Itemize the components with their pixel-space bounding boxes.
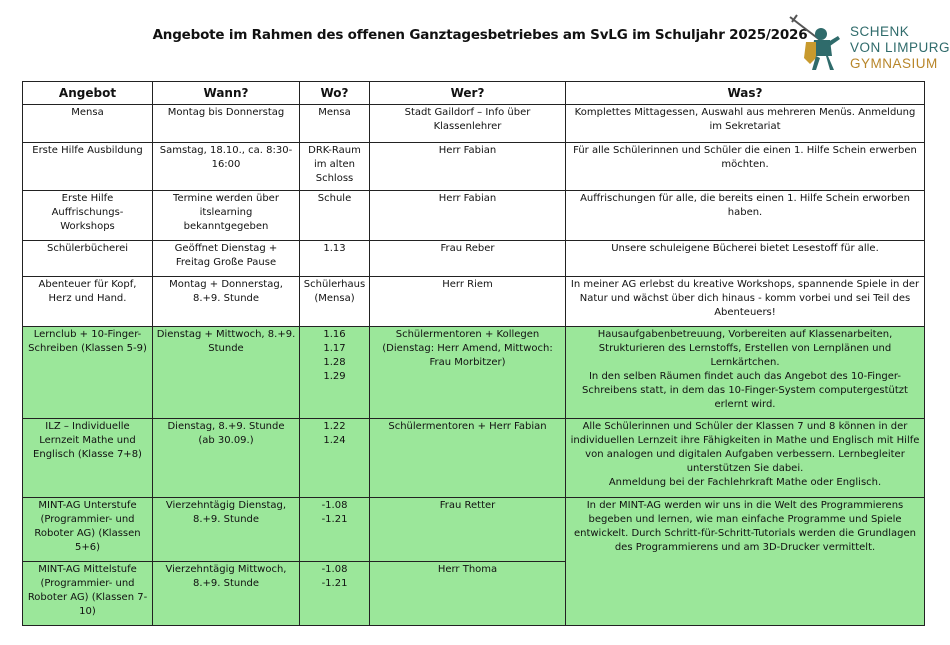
cell-angebot: Mensa [23, 105, 153, 143]
cell-wer: Stadt Gaildorf – Info über Klassenlehrer [370, 105, 566, 143]
cell-wo: Mensa [300, 105, 370, 143]
cell-wann: Vierzehntägig Dienstag, 8.+9. Stunde [153, 498, 300, 562]
cell-wer: Herr Fabian [370, 143, 566, 191]
was-text-2: In den selben Räumen findet auch das Angebot des 10-Finger-Schreibens statt, in dem das 10-Finger-System computergestützt erlernt wird. [582, 371, 908, 410]
cell-wann: Vierzehntägig Mittwoch, 8.+9. Stunde [153, 562, 300, 626]
cell-wo [300, 562, 370, 626]
cell-angebot: ILZ – Individuelle Lernzeit Mathe und Englisch (Klasse 7+8) [23, 419, 153, 498]
room-number: 1.28 [323, 357, 346, 368]
knight-with-sword-icon [786, 12, 848, 74]
header-was: Was? [566, 82, 925, 105]
table-row [23, 143, 925, 191]
room-number: 1.17 [323, 343, 346, 354]
cell-was [566, 419, 925, 498]
table-row [23, 241, 925, 277]
room-number: -1.08 [321, 564, 348, 575]
table-row [23, 498, 925, 562]
table-row [23, 191, 925, 241]
cell-wer: Frau Retter [370, 498, 566, 562]
was-text-2: Anmeldung bei der Fachlehrkraft Mathe oder Englisch. [608, 477, 882, 488]
cell-wann: Termine werden über itslearning bekanntgegeben [153, 191, 300, 241]
room-number: 1.29 [323, 371, 346, 382]
cell-wann: Geöffnet Dienstag + Freitag Große Pause [153, 241, 300, 277]
header-wer: Wer? [370, 82, 566, 105]
cell-wann: Samstag, 18.10., ca. 8:30-16:00 [153, 143, 300, 191]
room-number: 1.24 [323, 435, 346, 446]
cell-was: In meiner AG erlebst du kreative Workshops, spannende Spiele in der Natur und wächst über dich hinaus - komm vorbei und sei Teil des Abenteuers! [566, 277, 925, 327]
offers-table [22, 81, 925, 626]
cell-wo: Schule [300, 191, 370, 241]
room-number: 1.22 [323, 421, 346, 432]
cell-wann [153, 419, 300, 498]
cell-wer: Frau Reber [370, 241, 566, 277]
cell-angebot: Erste Hilfe Ausbildung [23, 143, 153, 191]
room-number: 1.16 [323, 329, 346, 340]
cell-was: Komplettes Mittagessen, Auswahl aus mehreren Menüs. Anmeldung im Sekretariat [566, 105, 925, 143]
room-number: -1.08 [321, 500, 348, 511]
cell-wer: Herr Thoma [370, 562, 566, 626]
room-number: -1.21 [321, 578, 348, 589]
cell-wann: Dienstag + Mittwoch, 8.+9. Stunde [153, 327, 300, 419]
header-wo: Wo? [300, 82, 370, 105]
cell-angebot: Lernclub + 10-Finger-Schreiben (Klassen 5-9) [23, 327, 153, 419]
cell-wo [300, 419, 370, 498]
cell-wer: Herr Fabian [370, 191, 566, 241]
cell-was: Auffrischungen für alle, die bereits einen 1. Hilfe Schein erworben haben. [566, 191, 925, 241]
cell-angebot: Erste Hilfe Auffrischungs-Workshops [23, 191, 153, 241]
page-title: Angebote im Rahmen des offenen Ganztagesbetriebes am SvLG im Schuljahr 2025/2026 [152, 27, 808, 43]
logo-line-2: VON LIMPURG [850, 40, 950, 55]
school-logo [786, 12, 950, 74]
was-text: Hausaufgabenbetreuung, Vorbereiten auf Klassenarbeiten, Strukturieren des Lernstoffs, Erstellen von Lernplänen und Lernkärtchen. [597, 329, 893, 368]
cell-angebot: Abenteuer für Kopf, Herz und Hand. [23, 277, 153, 327]
cell-wer: Schülermentoren + Herr Fabian [370, 419, 566, 498]
wann-text: Dienstag, 8.+9. Stunde [167, 421, 285, 432]
header-angebot: Angebot [23, 82, 153, 105]
was-text: Alle Schülerinnen und Schüler der Klassen 7 und 8 können in der individuellen Lernzeit ihre Fähigkeiten in Mathe und Englisch mit Hilfe von analogen und digitalen Aufgaben verbessern. Lernbegleiter unterstützen Sie dabei. [570, 421, 920, 474]
cell-wer: Schülermentoren + Kollegen (Dienstag: Herr Amend, Mittwoch: Frau Morbitzer) [370, 327, 566, 419]
table-row [23, 277, 925, 327]
header-wann: Wann? [153, 82, 300, 105]
cell-angebot: MINT-AG Unterstufe (Programmier- und Roboter AG) (Klassen 5+6) [23, 498, 153, 562]
table-row [23, 327, 925, 419]
room-number: -1.21 [321, 514, 348, 525]
wann-text-2: (ab 30.09.) [198, 435, 254, 446]
logo-line-3: GYMNASIUM [850, 56, 938, 71]
cell-wo [300, 327, 370, 419]
table-header-row [23, 82, 925, 105]
cell-was: In der MINT-AG werden wir uns in die Welt des Programmierens begeben und lernen, wie man einfache Programme und Spiele entwickelt. Durch Schritt-für-Schritt-Tutorials werden die Grundlagen des Programmierens und am 3D-Drucker vermittelt. [566, 498, 925, 626]
cell-wo [300, 498, 370, 562]
logo-line-1: SCHENK [850, 24, 910, 39]
cell-was [566, 327, 925, 419]
cell-was: Für alle Schülerinnen und Schüler die einen 1. Hilfe Schein erwerben möchten. [566, 143, 925, 191]
cell-angebot: Schülerbücherei [23, 241, 153, 277]
cell-wer: Herr Riem [370, 277, 566, 327]
cell-angebot: MINT-AG Mittelstufe (Programmier- und Roboter AG) (Klassen 7-10) [23, 562, 153, 626]
cell-was: Unsere schuleigene Bücherei bietet Lesestoff für alle. [566, 241, 925, 277]
table-row [23, 419, 925, 498]
cell-wann: Montag bis Donnerstag [153, 105, 300, 143]
cell-wo: Schülerhaus (Mensa) [300, 277, 370, 327]
cell-wo: 1.13 [300, 241, 370, 277]
cell-wo: DRK-Raum im alten Schloss [300, 143, 370, 191]
table-row [23, 105, 925, 143]
cell-wann: Montag + Donnerstag, 8.+9. Stunde [153, 277, 300, 327]
